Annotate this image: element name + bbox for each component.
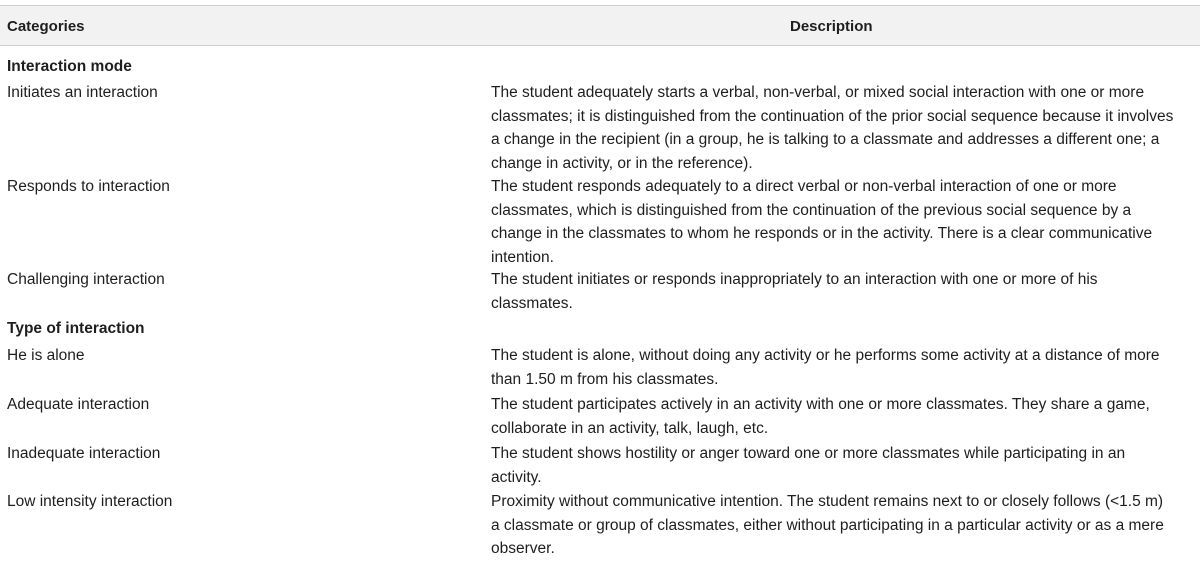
header-description: Description	[790, 18, 873, 35]
description-line: change in the classmates to whom he responds or in the activity. There is a clear communicative	[491, 225, 1153, 242]
row-category: Initiates an interaction	[7, 84, 158, 101]
description-line: a change in the recipient (in a group, he is talking to a classmate and addresses a different one; a	[491, 131, 1160, 148]
description-line: collaborate in an activity, talk, laugh, etc.	[491, 419, 769, 437]
description-line: The student is alone, without doing any activity or he performs some activity at a distance of more	[491, 347, 1160, 364]
description-line: Proximity without communicative intention. The student remains next to or closely follows (<1.5 m)	[491, 493, 1164, 510]
description-line: classmates; it is distinguished from the continuation of the prior social sequence because it involves	[491, 107, 1174, 125]
description-line: The student shows hostility or anger toward one or more classmates while participating in an	[491, 445, 1126, 462]
description-line: classmates, which is distinguished from the continuation of the previous social sequence by a	[491, 201, 1132, 219]
row-category: Inadequate interaction	[7, 445, 161, 462]
row-category: Adequate interaction	[7, 396, 150, 413]
description-line: The student initiates or responds inappropriately to an interaction with one or more of his	[491, 271, 1098, 288]
row-description	[491, 81, 1191, 175]
description-line: intention.	[491, 248, 554, 266]
description-line: The student adequately starts a verbal, non-verbal, or mixed social interaction with one or more	[491, 84, 1145, 101]
section-title: Interaction mode	[7, 58, 132, 75]
row-description	[491, 344, 1191, 391]
row-description	[491, 268, 1191, 315]
row-description	[491, 175, 1191, 269]
description-line: change in activity, or in the reference).	[491, 154, 753, 172]
row-category: Challenging interaction	[7, 271, 165, 288]
description-line: classmates.	[491, 294, 573, 312]
row-description	[491, 442, 1191, 489]
description-line: The student participates actively in an activity with one or more classmates. They share a game,	[491, 396, 1150, 413]
table-header	[0, 5, 1200, 46]
description-line: a classmate or group of classmates, either without participating in a particular activity or as a mere	[491, 516, 1164, 534]
description-line: observer.	[491, 540, 555, 557]
row-category: Low intensity interaction	[7, 493, 173, 510]
description-line: than 1.50 m from his classmates.	[491, 370, 719, 388]
row-description	[491, 490, 1191, 561]
row-category: He is alone	[7, 347, 85, 364]
section-title: Type of interaction	[7, 320, 145, 337]
row-description	[491, 393, 1191, 440]
row-category: Responds to interaction	[7, 178, 170, 195]
description-line: The student responds adequately to a direct verbal or non-verbal interaction of one or more	[491, 178, 1117, 195]
description-line: activity.	[491, 468, 542, 486]
header-categories: Categories	[7, 18, 85, 35]
